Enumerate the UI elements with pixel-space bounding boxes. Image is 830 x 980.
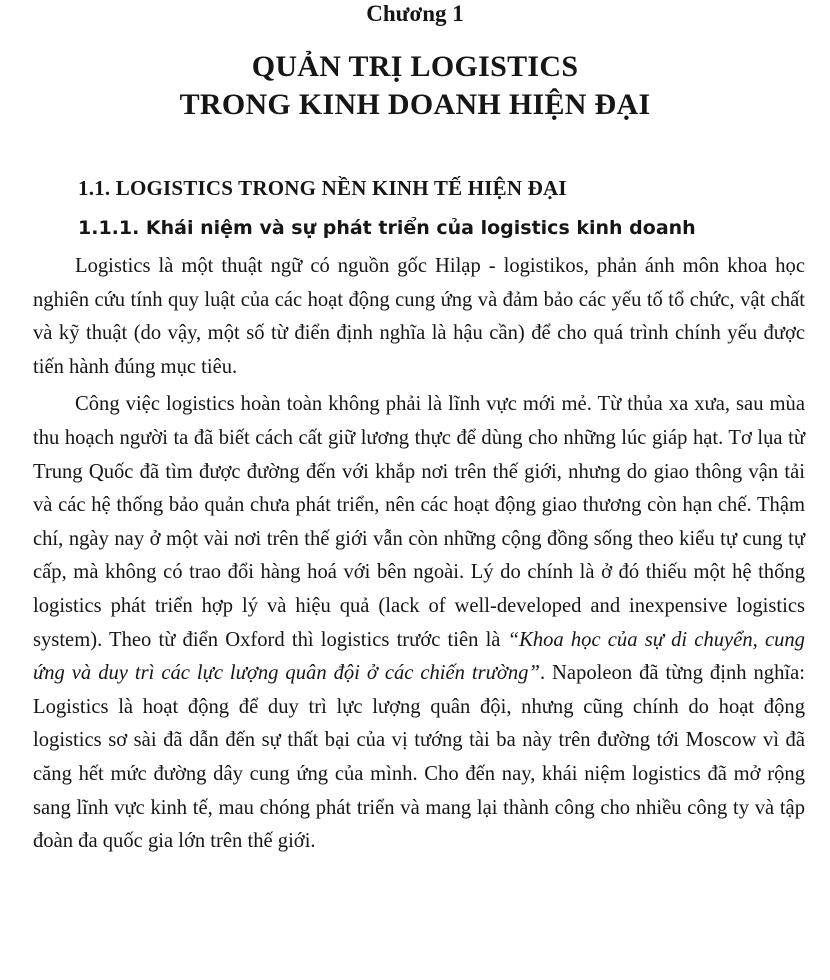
oxford-definition-quote: “Khoa học của sự di chuyển, cung ứng và duy trì các lực lượng quân đội ở các chiến trường” <box>33 628 805 685</box>
paragraph-2 <box>33 388 805 858</box>
chapter-title-line-1: QUẢN TRỊ LOGISTICS <box>251 50 579 83</box>
chapter-label: Chương 1 <box>366 1 464 26</box>
paragraph-2-text-after-quote: . Napoleon đã từng định nghĩa: Logistics là hoạt động để duy trì lực lượng quân đội, nhưng cũng chính do hoạt động logistics sơ sài đã dẫn đến sự thất bại của vị tướng tài ba này trên đường tới Moscow vì đã căng hết mức đường dây cung ứng của mình. Cho đến nay, khái niệm logistics đã mở rộng sang lĩnh vực kinh tế, mau chóng phát triển và mang lại thành công cho nhiều công ty và tập đoàn đa quốc gia lớn trên thế giới. <box>33 662 805 853</box>
section-heading: 1.1. LOGISTICS TRONG NỀN KINH TẾ HIỆN ĐẠI <box>78 176 567 200</box>
paragraph-1: Logistics là một thuật ngữ có nguồn gốc Hilạp - logistikos, phản ánh môn khoa học nghiên cứu tính quy luật của các hoạt động cung ứng và đảm bảo các yếu tố tổ chức, vật chất và kỹ thuật (do vậy, một số từ điển định nghĩa là hậu cần) để cho quá trình chính yếu được tiến hành đúng mục tiêu. <box>33 255 805 378</box>
chapter-title-line-2: TRONG KINH DOANH HIỆN ĐẠI <box>179 88 651 121</box>
paragraph-2-text-before-quote: Công việc logistics hoàn toàn không phải là lĩnh vực mới mẻ. Từ thủa xa xưa, sau mùa thu hoạch người ta đã biết cách cất giữ lương thực để dùng cho những lúc giáp hạt. Tơ lụa từ Trung Quốc đã tìm được đường đến với khắp nơi trên thế giới, nhưng do giao thông vận tải và các hệ thống bảo quản chưa phát triển, nên các hoạt động giao thương còn hạn chế. Thậm chí, ngày nay ở một vài nơi trên thế giới vẫn còn những cộng đồng sống theo kiểu tự cung tự cấp, mà không có trao đổi hàng hoá với bên ngoài. Lý do chính là ở đó thiếu một hệ thống logistics phát triển hợp lý và hiệu quả (lack of well-developed and inexpensive logistics system). Theo từ điển Oxford thì logistics trước tiên là <box>33 393 805 651</box>
chapter-title <box>0 48 830 124</box>
subsection-heading: 1.1.1. Khái niệm và sự phát triển của logistics kinh doanh <box>78 217 696 239</box>
body-text <box>33 250 805 859</box>
